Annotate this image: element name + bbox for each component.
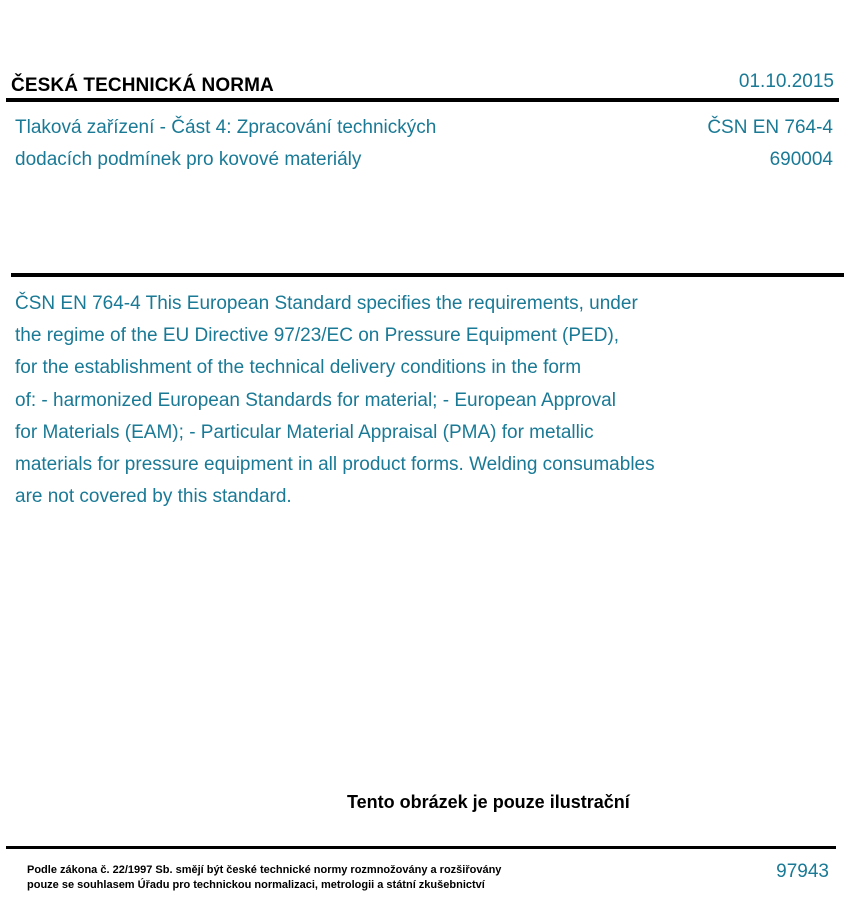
document-id: 97943 — [776, 861, 829, 882]
legal-notice-line-2: pouze se souhlasem Úřadu pro technickou normalizaci, metrologii a státní zkušebnictví — [27, 879, 485, 891]
standard-number: ČSN EN 764-4 — [707, 117, 833, 138]
publication-date: 01.10.2015 — [738, 71, 834, 92]
illustration-note: Tento obrázek je pouze ilustrační — [347, 792, 630, 812]
document-heading: ČESKÁ TECHNICKÁ NORMA — [11, 75, 274, 96]
standard-title-line-2: dodacích podmínek pro kovové materiály — [15, 149, 362, 170]
header-divider — [6, 98, 839, 102]
legal-notice-line-1: Podle zákona č. 22/1997 Sb. smějí být české technické normy rozmnožovány a rozšiřovány — [27, 864, 502, 876]
section-divider — [11, 273, 844, 277]
footer-divider — [6, 846, 836, 849]
classification-number: 690004 — [769, 149, 833, 170]
abstract-text: ČSN EN 764-4 This European Standard specifies the requirements, under the regime of the EU Directive 97/23/EC on Pressure Equipment (PED), for the establishment of the technical delivery conditions in the form of: - harmonized European Standards for material; - European Approval for Materials (EAM); - Particular Material Appraisal (PMA) for metallic materials for pressure equipment in all product forms. Welding consumables are not covered by this standard. — [15, 293, 655, 508]
standard-title-line-1: Tlaková zařízení - Část 4: Zpracování technických — [15, 117, 437, 138]
